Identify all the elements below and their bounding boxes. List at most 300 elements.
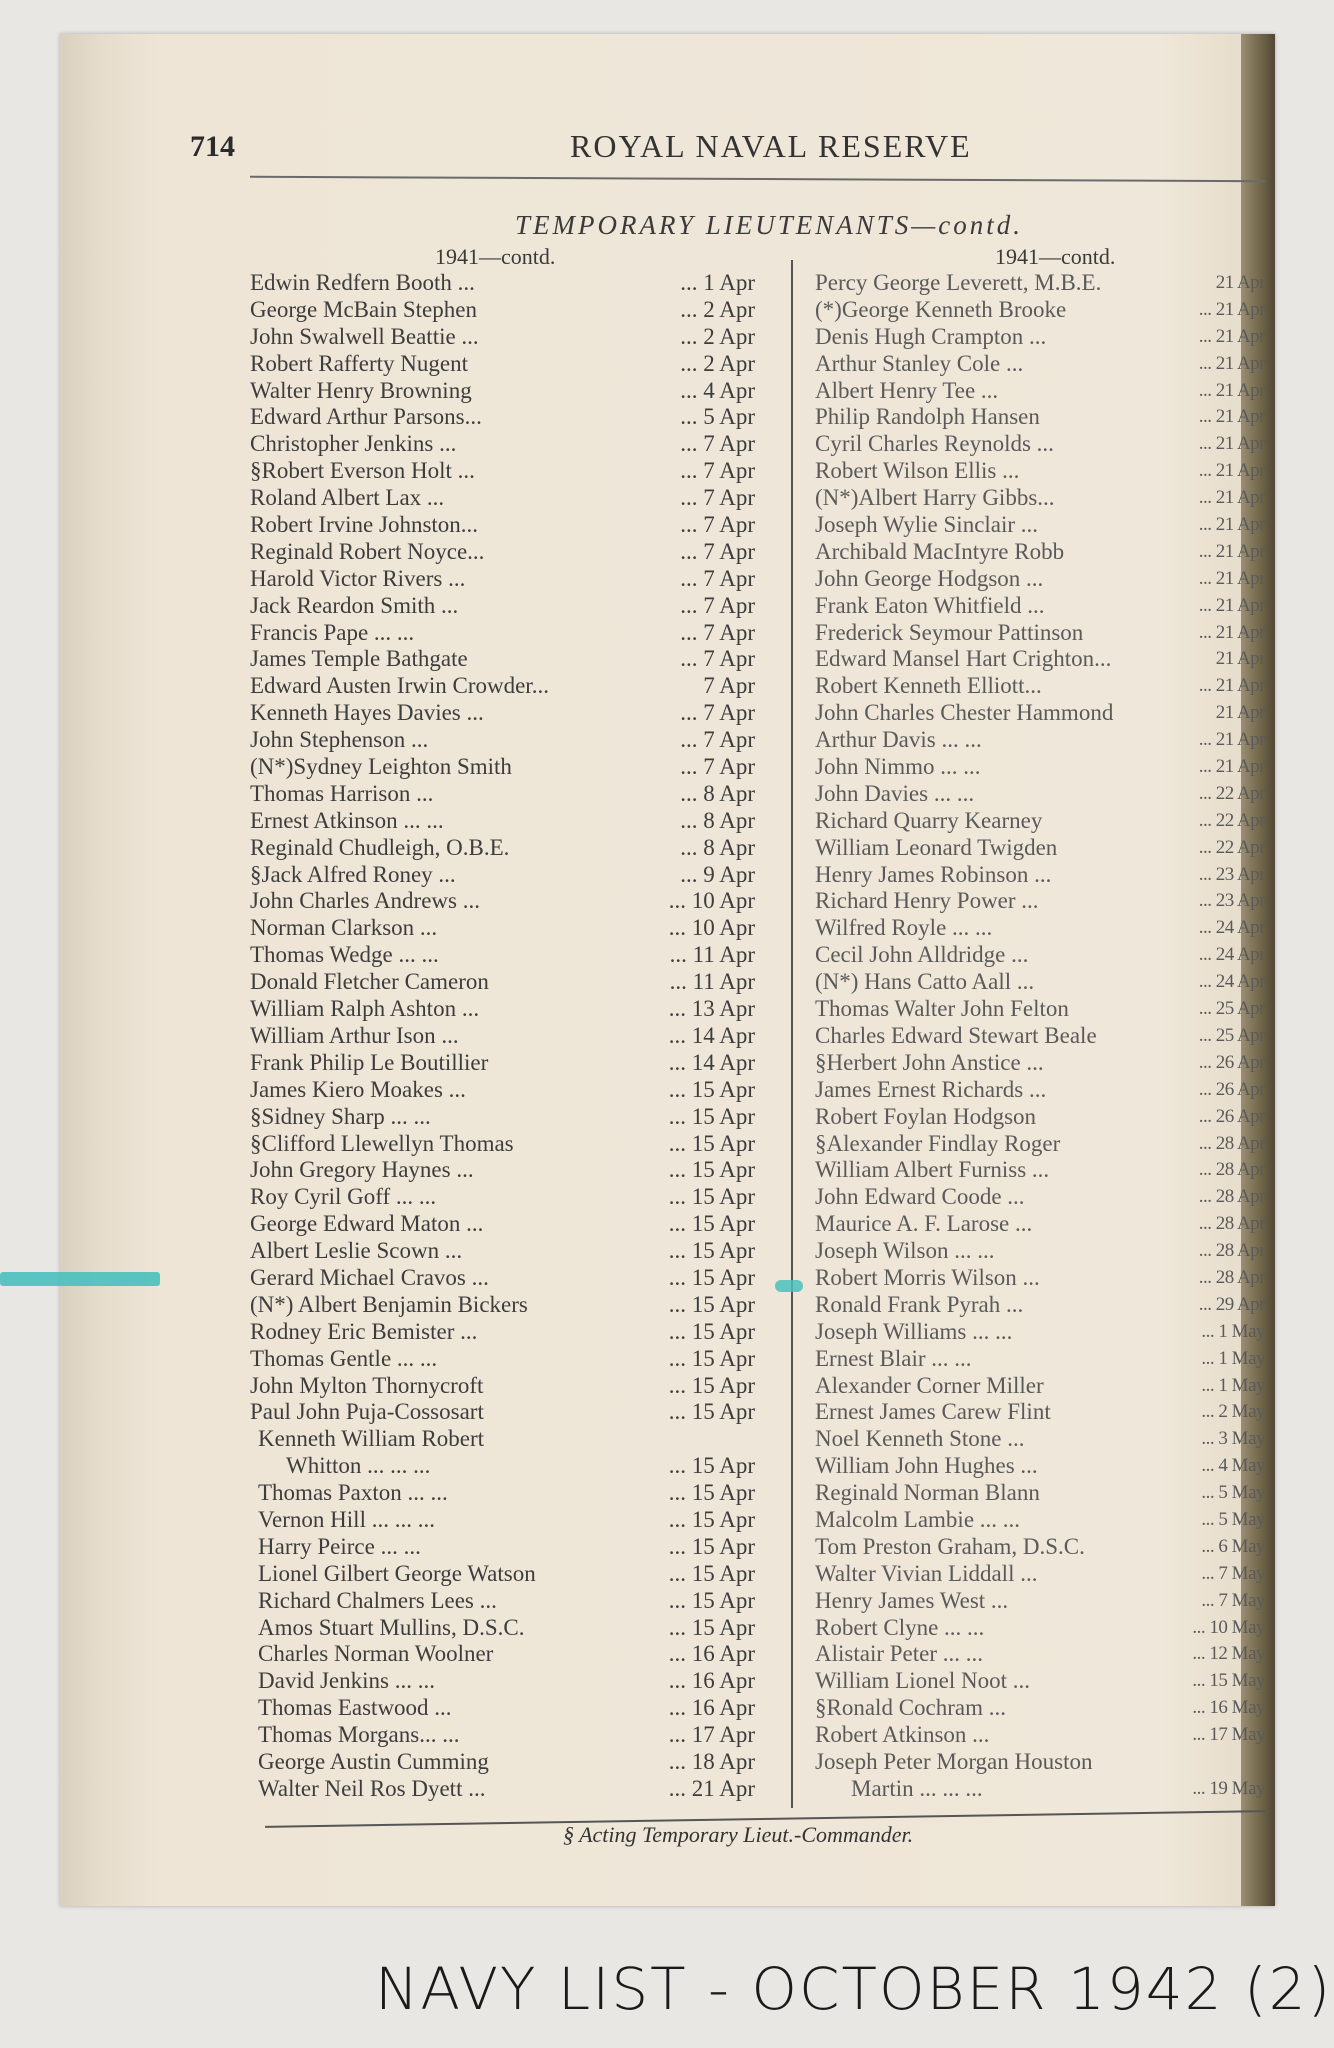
seniority-date: ... 8 Apr: [680, 834, 755, 860]
officer-name: Robert Morris Wilson ...: [815, 1264, 1040, 1290]
left-column-list: [250, 270, 770, 1803]
list-item: [815, 297, 1270, 324]
seniority-date: ... 2 Apr: [680, 323, 755, 349]
seniority-date: ... 5 May: [1201, 1482, 1265, 1504]
officer-name: Albert Henry Tee ...: [815, 377, 999, 403]
seniority-date: ... 16 Apr: [668, 1641, 755, 1667]
seniority-date: 21 Apr: [1215, 648, 1265, 670]
right-column-heading: 1941—contd.: [995, 244, 1116, 269]
list-item: [815, 1238, 1270, 1265]
officer-name: Joseph Wylie Sinclair ...: [815, 512, 1039, 538]
list-item: [250, 1534, 770, 1561]
list-item: [250, 351, 770, 378]
list-item: [250, 942, 770, 969]
officer-name: Percy George Leverett, M.B.E.: [815, 270, 1102, 295]
list-item: [250, 1399, 770, 1426]
list-item: [815, 969, 1270, 996]
list-item: [815, 915, 1270, 942]
list-item: [250, 888, 770, 915]
seniority-date: ... 26 Apr: [1198, 1078, 1265, 1100]
list-item: [815, 620, 1270, 647]
seniority-date: ... 15 Apr: [668, 1372, 755, 1398]
seniority-date: ... 26 Apr: [1198, 1105, 1265, 1127]
officer-name: John Stephenson ...: [250, 727, 429, 753]
list-item: [250, 1722, 770, 1749]
officer-name: Harry Peirce ... ...: [258, 1533, 421, 1559]
seniority-date: ... 28 Apr: [1198, 1159, 1265, 1181]
list-item: [815, 1749, 1270, 1776]
officer-name: Maurice A. F. Larose ...: [815, 1211, 1033, 1237]
list-item: [250, 835, 770, 862]
seniority-date: ... 23 Apr: [1198, 890, 1265, 912]
officer-name: Jack Reardon Smith ...: [250, 592, 459, 618]
seniority-date: ... 19 May: [1192, 1777, 1265, 1799]
seniority-date: ... 7 Apr: [680, 646, 755, 672]
seniority-date: ... 21 Apr: [1198, 487, 1265, 509]
seniority-date: ... 16 Apr: [668, 1668, 755, 1694]
officer-name: John Charles Chester Hammond: [815, 700, 1114, 726]
officer-name: (*)George Kenneth Brooke: [815, 296, 1067, 322]
seniority-date: ... 10 Apr: [668, 915, 755, 941]
list-item: [815, 1104, 1270, 1131]
officer-name: Robert Irvine Johnston...: [250, 512, 479, 538]
list-item: [815, 1561, 1270, 1588]
officer-name: Whitton ... ... ...: [286, 1453, 431, 1479]
list-item: [250, 1615, 770, 1642]
highlighter-dot: [775, 1280, 803, 1292]
officer-name: Philip Randolph Hansen: [815, 404, 1040, 430]
list-item: [815, 351, 1270, 378]
seniority-date: ... 4 Apr: [680, 377, 755, 403]
officer-name: John Mylton Thornycroft: [250, 1372, 484, 1398]
seniority-date: ... 8 Apr: [680, 780, 755, 806]
officer-name: Richard Chalmers Lees ...: [258, 1587, 497, 1613]
seniority-date: ... 21 Apr: [1198, 594, 1265, 616]
officer-name: Reginald Robert Noyce...: [250, 538, 485, 564]
officer-name: John Nimmo ... ...: [815, 754, 981, 780]
seniority-date: ... 15 Apr: [668, 1614, 755, 1640]
officer-name: William John Hughes ...: [815, 1453, 1038, 1479]
seniority-date: ... 11 Apr: [669, 942, 755, 968]
list-item: [815, 1211, 1270, 1238]
officer-name: Frank Eaton Whitfield ...: [815, 592, 1045, 618]
list-item: [250, 1561, 770, 1588]
seniority-date: ... 24 Apr: [1198, 917, 1265, 939]
seniority-date: ... 15 Apr: [668, 1345, 755, 1371]
seniority-date: ... 17 May: [1192, 1724, 1265, 1746]
list-item: [250, 485, 770, 512]
seniority-date: ... 21 Apr: [1198, 729, 1265, 751]
list-item: [815, 1373, 1270, 1400]
seniority-date: ... 15 Apr: [668, 1211, 755, 1237]
seniority-date: ... 15 Apr: [668, 1103, 755, 1129]
officer-name: Ernest Blair ... ...: [815, 1345, 972, 1371]
seniority-date: ... 15 Apr: [668, 1130, 755, 1156]
list-item: [815, 1131, 1270, 1158]
list-item: [815, 566, 1270, 593]
footnote: § Acting Temporary Lieut.-Commander.: [563, 1822, 914, 1847]
seniority-date: ... 15 Apr: [668, 1076, 755, 1102]
officer-name: Amos Stuart Mullins, D.S.C.: [258, 1614, 525, 1640]
seniority-date: ... 14 Apr: [668, 1022, 755, 1048]
officer-name: §Ronald Cochram ...: [815, 1695, 1006, 1721]
seniority-date: ... 15 Apr: [668, 1291, 755, 1317]
officer-name: Walter Henry Browning: [250, 377, 472, 403]
officer-name: William Arthur Ison ...: [250, 1022, 459, 1048]
officer-name: Joseph Williams ... ...: [815, 1318, 1013, 1344]
officer-name: James Temple Bathgate: [250, 646, 468, 672]
seniority-date: ... 28 Apr: [1198, 1213, 1265, 1235]
list-item: [815, 378, 1270, 405]
seniority-date: ... 12 May: [1192, 1643, 1265, 1665]
list-item: [250, 378, 770, 405]
officer-name: Ernest James Carew Flint: [815, 1399, 1051, 1425]
list-item: [815, 1265, 1270, 1292]
officer-name: Arthur Davis ... ...: [815, 727, 982, 753]
list-item: [250, 1077, 770, 1104]
officer-name: Martin ... ... ...: [851, 1775, 983, 1801]
officer-name: Thomas Morgans... ...: [258, 1722, 460, 1748]
officer-name: Alexander Corner Miller: [815, 1372, 1044, 1398]
officer-name: Richard Quarry Kearney: [815, 807, 1043, 833]
list-item: [815, 1722, 1270, 1749]
seniority-date: ... 21 Apr: [1198, 298, 1265, 320]
list-item: [815, 539, 1270, 566]
list-item: [815, 1641, 1270, 1668]
list-item: [815, 1776, 1270, 1803]
officer-name: Edward Austen Irwin Crowder...: [250, 673, 549, 699]
officer-name: Charles Norman Woolner: [258, 1641, 494, 1667]
seniority-date: ... 23 Apr: [1198, 863, 1265, 885]
list-item: [250, 1346, 770, 1373]
officer-name: Roy Cyril Goff ... ...: [250, 1184, 437, 1210]
list-item: [250, 593, 770, 620]
officer-name: Charles Edward Stewart Beale: [815, 1022, 1097, 1048]
list-item: [250, 1373, 770, 1400]
officer-name: Malcolm Lambie ... ...: [815, 1506, 1021, 1532]
officer-name: Gerard Michael Cravos ...: [250, 1264, 489, 1290]
officer-name: Kenneth Hayes Davies ...: [250, 700, 484, 726]
list-item: [815, 431, 1270, 458]
seniority-date: ... 11 Apr: [669, 969, 755, 995]
list-item: [250, 862, 770, 889]
seniority-date: 21 Apr: [1215, 272, 1265, 293]
list-item: [250, 915, 770, 942]
seniority-date: ... 18 Apr: [668, 1748, 755, 1774]
column-divider: [791, 260, 793, 1808]
officer-name: Cecil John Alldridge ...: [815, 942, 1029, 968]
officer-name: (N*)Albert Harry Gibbs...: [815, 485, 1055, 511]
list-item: [815, 1319, 1270, 1346]
seniority-date: ... 6 May: [1201, 1535, 1265, 1557]
seniority-date: ... 2 Apr: [680, 350, 755, 376]
seniority-date: ... 24 Apr: [1198, 971, 1265, 993]
seniority-date: ... 15 Apr: [668, 1533, 755, 1559]
seniority-date: ... 28 Apr: [1198, 1266, 1265, 1288]
officer-name: (N*) Albert Benjamin Bickers: [250, 1291, 528, 1317]
seniority-date: ... 15 Apr: [668, 1480, 755, 1506]
officer-name: §Clifford Llewellyn Thomas: [250, 1130, 514, 1156]
list-item: [250, 673, 770, 700]
list-item: [250, 1238, 770, 1265]
officer-name: Ernest Atkinson ... ...: [250, 807, 444, 833]
list-item: [815, 754, 1270, 781]
list-item: [815, 1050, 1270, 1077]
list-item: [815, 888, 1270, 915]
officer-name: Thomas Wedge ... ...: [250, 942, 439, 968]
list-item: [250, 1265, 770, 1292]
seniority-date: ... 25 Apr: [1198, 998, 1265, 1020]
right-column-list: [815, 270, 1270, 1803]
seniority-date: ... 7 Apr: [680, 458, 755, 484]
officer-name: Walter Vivian Liddall ...: [815, 1560, 1038, 1586]
list-item: [815, 727, 1270, 754]
seniority-date: 7 Apr: [703, 673, 755, 699]
list-item: [815, 835, 1270, 862]
officer-name: Thomas Gentle ... ...: [250, 1345, 438, 1371]
seniority-date: ... 21 Apr: [1198, 325, 1265, 347]
officer-name: Joseph Wilson ... ...: [815, 1238, 995, 1264]
seniority-date: ... 21 Apr: [1198, 406, 1265, 428]
list-item: [815, 512, 1270, 539]
list-item: [250, 1211, 770, 1238]
seniority-date: ... 2 May: [1201, 1401, 1265, 1423]
seniority-date: ... 7 Apr: [680, 754, 755, 780]
officer-name: David Jenkins ... ...: [258, 1668, 435, 1694]
seniority-date: ... 16 Apr: [668, 1695, 755, 1721]
seniority-date: ... 28 Apr: [1198, 1186, 1265, 1208]
list-item: [250, 620, 770, 647]
seniority-date: ... 1 May: [1201, 1347, 1265, 1369]
list-item: [250, 539, 770, 566]
list-item: [250, 324, 770, 351]
officer-name: James Ernest Richards ...: [815, 1076, 1047, 1102]
seniority-date: ... 21 Apr: [1198, 567, 1265, 589]
officer-name: George Edward Maton ...: [250, 1211, 484, 1237]
officer-name: §Sidney Sharp ... ...: [250, 1103, 431, 1129]
seniority-date: ... 28 Apr: [1198, 1132, 1265, 1154]
list-item: [815, 1184, 1270, 1211]
list-item: [815, 1588, 1270, 1615]
list-item: [815, 1157, 1270, 1184]
officer-name: Harold Victor Rivers ...: [250, 565, 466, 591]
seniority-date: ... 15 Apr: [668, 1318, 755, 1344]
officer-name: (N*)Sydney Leighton Smith: [250, 754, 512, 780]
seniority-date: ... 7 Apr: [680, 700, 755, 726]
list-item: [250, 1507, 770, 1534]
officer-name: Norman Clarkson ...: [250, 915, 438, 941]
list-item: [250, 1776, 770, 1803]
list-item: [250, 1292, 770, 1319]
page-header: ROYAL NAVAL RESERVE: [570, 128, 972, 164]
highlighter-mark: [0, 1272, 160, 1286]
seniority-date: ... 1 Apr: [680, 270, 755, 295]
officer-name: Thomas Eastwood ...: [258, 1695, 452, 1721]
seniority-date: ... 15 Apr: [668, 1184, 755, 1210]
seniority-date: ... 15 Apr: [668, 1157, 755, 1183]
officer-name: Albert Leslie Scown ...: [250, 1238, 463, 1264]
officer-name: Thomas Harrison ...: [250, 780, 434, 806]
seniority-date: ... 22 Apr: [1198, 782, 1265, 804]
list-item: [815, 862, 1270, 889]
seniority-date: ... 26 Apr: [1198, 1051, 1265, 1073]
seniority-date: ... 16 May: [1192, 1697, 1265, 1719]
seniority-date: ... 15 Apr: [668, 1238, 755, 1264]
list-item: [815, 1668, 1270, 1695]
seniority-date: ... 15 Apr: [668, 1264, 755, 1290]
list-item: [815, 673, 1270, 700]
officer-name: John Edward Coode ...: [815, 1184, 1025, 1210]
seniority-date: ... 21 Apr: [1198, 460, 1265, 482]
left-column-heading: 1941—contd.: [435, 244, 556, 269]
handwritten-caption: NAVY LIST - OCTOBER 1942 (2): [375, 1955, 1333, 2023]
list-item: [815, 808, 1270, 835]
list-item: [250, 431, 770, 458]
officer-name: Cyril Charles Reynolds ...: [815, 431, 1054, 457]
officer-name: John Gregory Haynes ...: [250, 1157, 474, 1183]
seniority-date: ... 15 Apr: [668, 1453, 755, 1479]
officer-name: Tom Preston Graham, D.S.C.: [815, 1533, 1085, 1559]
officer-name: Reginald Chudleigh, O.B.E.: [250, 834, 510, 860]
officer-name: John George Hodgson ...: [815, 565, 1044, 591]
seniority-date: ... 7 Apr: [680, 619, 755, 645]
seniority-date: ... 10 May: [1192, 1616, 1265, 1638]
officer-name: Henry James West ...: [815, 1587, 1009, 1613]
officer-name: Rodney Eric Bemister ...: [250, 1318, 478, 1344]
page-number: 714: [190, 130, 235, 163]
officer-name: Alistair Peter ... ...: [815, 1641, 983, 1667]
officer-name: Richard Henry Power ...: [815, 888, 1039, 914]
list-item: [250, 297, 770, 324]
officer-name: William Albert Furniss ...: [815, 1157, 1050, 1183]
seniority-date: ... 5 May: [1201, 1508, 1265, 1530]
list-item: [815, 404, 1270, 431]
seniority-date: ... 7 Apr: [680, 538, 755, 564]
list-item: [250, 1641, 770, 1668]
seniority-date: ... 21 Apr: [1198, 756, 1265, 778]
officer-name: Frederick Seymour Pattinson: [815, 619, 1084, 645]
officer-name: Roland Albert Lax ...: [250, 485, 445, 511]
officer-name: Donald Fletcher Cameron: [250, 969, 489, 995]
seniority-date: ... 21 Apr: [1198, 514, 1265, 536]
list-item: [815, 1426, 1270, 1453]
officer-name: Walter Neil Ros Dyett ...: [258, 1775, 486, 1801]
officer-name: George Austin Cumming: [258, 1748, 489, 1774]
seniority-date: ... 7 Apr: [680, 592, 755, 618]
officer-name: Reginald Norman Blann: [815, 1480, 1040, 1506]
officer-name: James Kiero Moakes ...: [250, 1076, 466, 1102]
list-item: [815, 1292, 1270, 1319]
officer-name: William Leonard Twigden: [815, 834, 1058, 860]
list-item: [250, 1023, 770, 1050]
seniority-date: ... 2 Apr: [680, 296, 755, 322]
officer-name: Ronald Frank Pyrah ...: [815, 1291, 1024, 1317]
list-item: [250, 458, 770, 485]
list-item: [815, 1346, 1270, 1373]
seniority-date: ... 21 Apr: [1198, 675, 1265, 697]
list-item: [250, 1319, 770, 1346]
officer-name: Denis Hugh Crampton ...: [815, 323, 1047, 349]
officer-name: §Jack Alfred Roney ...: [250, 861, 456, 887]
seniority-date: ... 21 Apr: [1198, 433, 1265, 455]
officer-name: §Herbert John Anstice ...: [815, 1049, 1044, 1075]
seniority-date: ... 28 Apr: [1198, 1240, 1265, 1262]
officer-name: William Ralph Ashton ...: [250, 996, 480, 1022]
officer-name: Edward Mansel Hart Crighton...: [815, 646, 1112, 672]
list-item: [250, 646, 770, 673]
officer-name: Vernon Hill ... ... ...: [258, 1506, 435, 1532]
officer-name: Lionel Gilbert George Watson: [258, 1560, 536, 1586]
seniority-date: ... 17 Apr: [668, 1722, 755, 1748]
seniority-date: ... 1 May: [1201, 1320, 1265, 1342]
list-item: [815, 1077, 1270, 1104]
seniority-date: ... 22 Apr: [1198, 836, 1265, 858]
seniority-date: ... 7 Apr: [680, 431, 755, 457]
officer-name: Thomas Walter John Felton: [815, 996, 1069, 1022]
list-item: [250, 1426, 770, 1453]
list-item: [250, 727, 770, 754]
seniority-date: ... 15 Apr: [668, 1399, 755, 1425]
list-item: [815, 1615, 1270, 1642]
list-item: [815, 1453, 1270, 1480]
list-item: [815, 781, 1270, 808]
seniority-date: ... 25 Apr: [1198, 1024, 1265, 1046]
list-item: [815, 485, 1270, 512]
seniority-date: ... 10 Apr: [668, 888, 755, 914]
list-item: [250, 1588, 770, 1615]
seniority-date: ... 3 May: [1201, 1428, 1265, 1450]
seniority-date: ... 15 Apr: [668, 1587, 755, 1613]
seniority-date: ... 24 Apr: [1198, 944, 1265, 966]
list-item: [815, 1399, 1270, 1426]
list-item: [815, 1534, 1270, 1561]
list-item: [250, 1749, 770, 1776]
officer-name: Edward Arthur Parsons...: [250, 404, 482, 430]
list-item: [250, 996, 770, 1023]
officer-name: John Charles Andrews ...: [250, 888, 480, 914]
officer-name: Robert Foylan Hodgson: [815, 1103, 1037, 1129]
list-item: [250, 1453, 770, 1480]
list-item: [250, 808, 770, 835]
seniority-date: ... 15 Apr: [668, 1506, 755, 1532]
seniority-date: ... 21 Apr: [668, 1775, 755, 1801]
officer-name: §Robert Everson Holt ...: [250, 458, 475, 484]
list-item: [815, 1695, 1270, 1722]
list-item: [250, 781, 770, 808]
seniority-date: ... 1 May: [1201, 1374, 1265, 1396]
list-item: [250, 512, 770, 539]
seniority-date: ... 21 Apr: [1198, 352, 1265, 374]
officer-name: Henry James Robinson ...: [815, 861, 1052, 887]
list-item: [815, 593, 1270, 620]
seniority-date: ... 21 Apr: [1198, 621, 1265, 643]
officer-name: Paul John Puja-Cossosart: [250, 1399, 484, 1425]
officer-name: Francis Pape ... ...: [250, 619, 415, 645]
officer-name: John Davies ... ...: [815, 780, 975, 806]
officer-name: John Swalwell Beattie ...: [250, 323, 479, 349]
officer-name: Robert Atkinson ...: [815, 1722, 990, 1748]
officer-name: Joseph Peter Morgan Houston: [815, 1748, 1093, 1774]
list-item: [250, 754, 770, 781]
seniority-date: ... 4 May: [1201, 1455, 1265, 1477]
list-item: [815, 996, 1270, 1023]
officer-name: Robert Rafferty Nugent: [250, 350, 469, 376]
list-item: [250, 1050, 770, 1077]
seniority-date: ... 29 Apr: [1198, 1293, 1265, 1315]
list-item: [250, 700, 770, 727]
list-item: [250, 1157, 770, 1184]
officer-name: §Alexander Findlay Roger: [815, 1130, 1061, 1156]
